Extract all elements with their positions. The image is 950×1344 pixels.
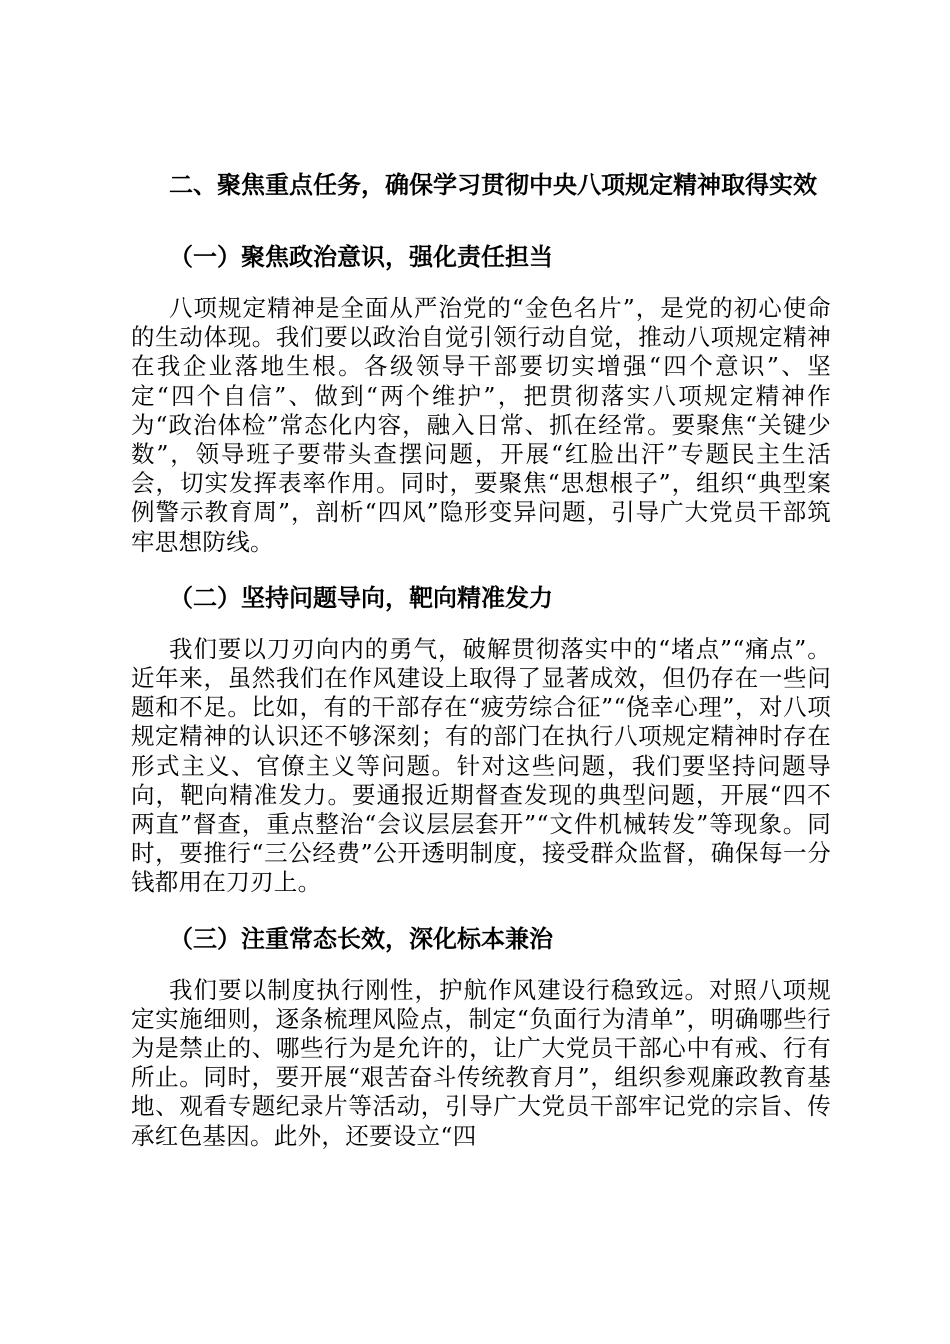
subsection-paragraph-1: 八项规定精神是全面从严治党的“金色名片”，是党的初心使命的生动体现。我们要以政治自觉引领行动自觉，推动八项规定精神在我企业落地生根。各级领导干部要切实增强“四个意识”、坚定“四个自信”、做到“两个维护”，把贯彻落实八项规定精神作为“政治体检”常态化内容，融入日常、抓在经常。要聚焦“关键少数”，领导班子要带头查摆问题，开展“红脸出汗”专题民主生活会，切实发挥表率作用。同时，要聚焦“思想根子”，组织“典型案例警示教育周”，剖析“四风”隐形变异问题，引导广大党员干部筑牢思想防线。 [131, 294, 831, 556]
subsection-paragraph-3: 我们要以制度执行刚性，护航作风建设行稳致远。对照八项规定实施细则，逐条梳理风险点，制定“负面行为清单”，明确哪些行为是禁止的、哪些行为是允许的，让广大党员干部心中有戒、行有所止。同时，要开展“艰苦奋斗传统教育月”，组织参观廉政教育基地、观看专题纪录片等活动，引导广大党员干部牢记党的宗旨、传承红色基因。此外，还要设立“四 [131, 975, 831, 1150]
subsection-paragraph-2: 我们要以刀刃向内的勇气，破解贯彻落实中的“堵点”“痛点”。近年来，虽然我们在作风建设上取得了显著成效，但仍存在一些问题和不足。比如，有的干部存在“疲劳综合征”“侥幸心理”，对八项规定精神的认识还不够深刻；有的部门在执行八项规定精神时存在形式主义、官僚主义等问题。针对这些问题，我们要坚持问题导向，靶向精准发力。要通报近期督查发现的典型问题，开展“四不两直”督查，重点整治“会议层层套开”“文件机械转发”等现象。同时，要推行“三公经费”公开透明制度，接受群众监督，确保每一分钱都用在刀刃上。 [131, 634, 831, 897]
subsection-heading-2: （二）坚持问题导向，靶向精准发力 [169, 583, 553, 612]
section-title: 二、聚焦重点任务，确保学习贯彻中央八项规定精神取得实效 [169, 171, 817, 199]
document-page [131, 170, 831, 1151]
subsection-heading-1: （一）聚焦政治意识，强化责任担当 [169, 243, 553, 271]
subsection-heading-3: （三）注重常态长效，深化标本兼治 [169, 924, 553, 953]
